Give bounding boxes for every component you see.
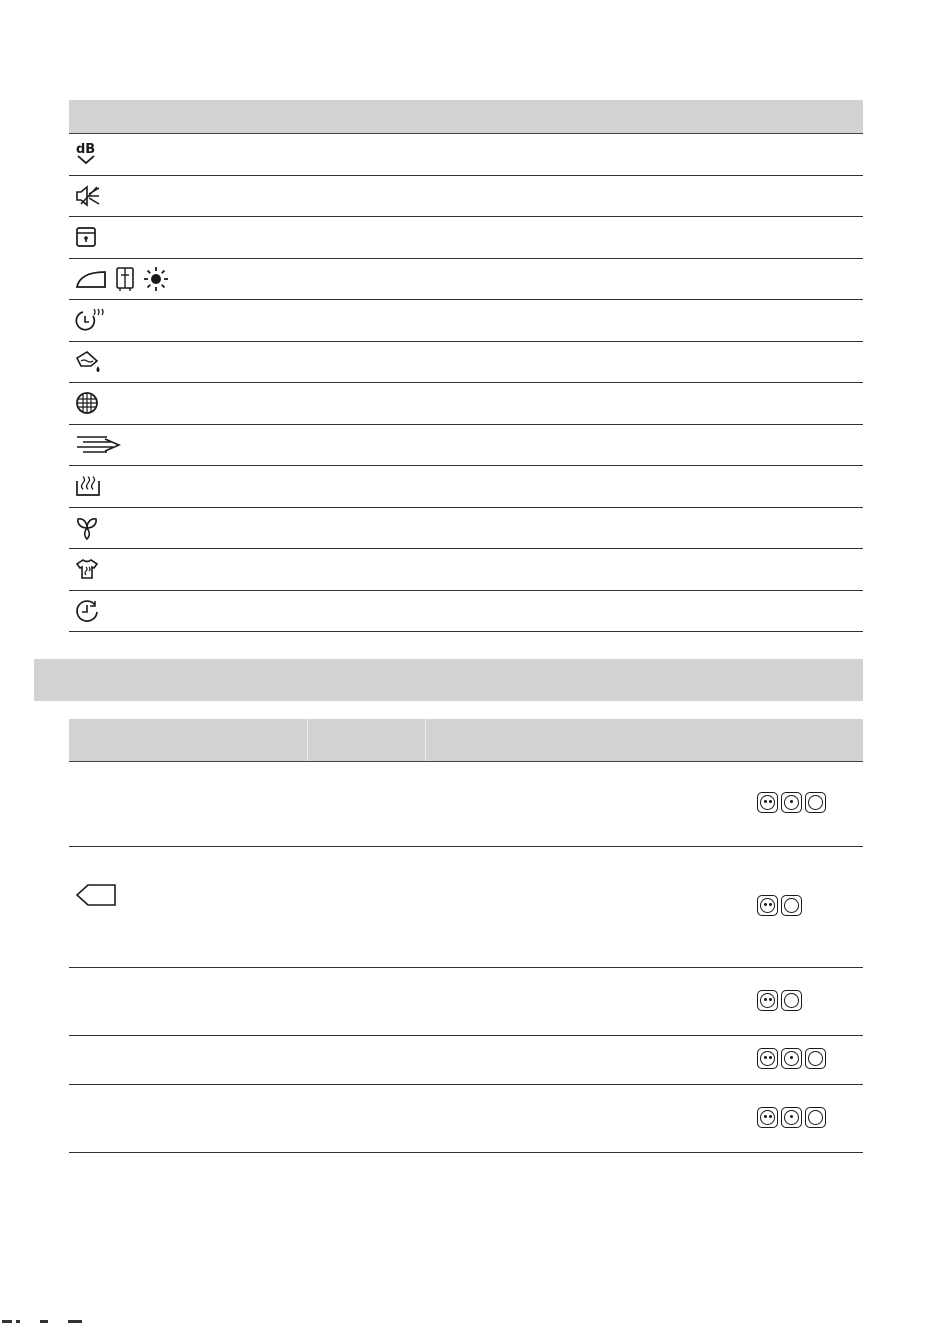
mute-sound-icon: [75, 185, 101, 207]
dry-level-dots: [757, 792, 826, 813]
table-row: [69, 1036, 863, 1085]
drying-phase-icon: [75, 475, 101, 497]
table-row: [69, 176, 863, 218]
iron-dry-icon: [75, 268, 107, 290]
delay-start-icon: [75, 599, 101, 623]
one-dot-icon: [781, 1107, 802, 1128]
care-table: [69, 719, 863, 1153]
table-row: [69, 217, 863, 259]
table-row: [69, 134, 863, 176]
symbol-table: [69, 100, 863, 632]
dry-level-dots: [757, 1107, 826, 1128]
two-dot-icon: [757, 792, 778, 813]
table-row: [69, 549, 863, 591]
two-dot-icon: [757, 1048, 778, 1069]
empty-circle-icon: [781, 990, 802, 1011]
svg-text:dB: dB: [76, 142, 96, 158]
table-row: [69, 968, 863, 1036]
one-dot-icon: [781, 792, 802, 813]
symbol-table-header: [69, 100, 863, 134]
page-footer-marks: [0, 1318, 110, 1324]
table-row: [69, 425, 863, 467]
table-row: [69, 300, 863, 342]
table-row: [69, 383, 863, 425]
one-dot-icon: [781, 1048, 802, 1069]
two-dot-icon: [757, 1107, 778, 1128]
water-container-icon: [75, 349, 105, 375]
table-row: [69, 342, 863, 384]
table-row: [69, 847, 863, 968]
table-row: [69, 762, 863, 847]
empty-circle-icon: [805, 792, 826, 813]
cooling-phase-icon: [75, 516, 99, 540]
dry-level-dots: [757, 895, 802, 916]
table-row: [69, 466, 863, 508]
anti-crease-icon: [75, 558, 99, 580]
section-band: [34, 659, 863, 701]
heat-exchanger-icon: [75, 433, 121, 457]
two-dot-icon: [757, 990, 778, 1011]
table-row: [69, 1085, 863, 1153]
table-row: [69, 508, 863, 550]
empty-circle-icon: [805, 1048, 826, 1069]
label-tag-icon: [75, 883, 117, 907]
empty-circle-icon: [781, 895, 802, 916]
child-lock-icon: [75, 226, 97, 248]
extra-dry-icon: [143, 266, 169, 292]
table-row: [69, 591, 863, 633]
two-dot-icon: [757, 895, 778, 916]
empty-circle-icon: [805, 1107, 826, 1128]
dry-level-dots: [757, 990, 802, 1011]
db-reduction-icon: [75, 141, 99, 167]
time-dry-icon: [75, 307, 105, 333]
dry-level-dots: [757, 1048, 826, 1069]
filter-icon: [75, 391, 99, 415]
care-table-header: [69, 719, 863, 762]
wardrobe-dry-icon: [115, 266, 135, 292]
table-row: [69, 259, 863, 301]
